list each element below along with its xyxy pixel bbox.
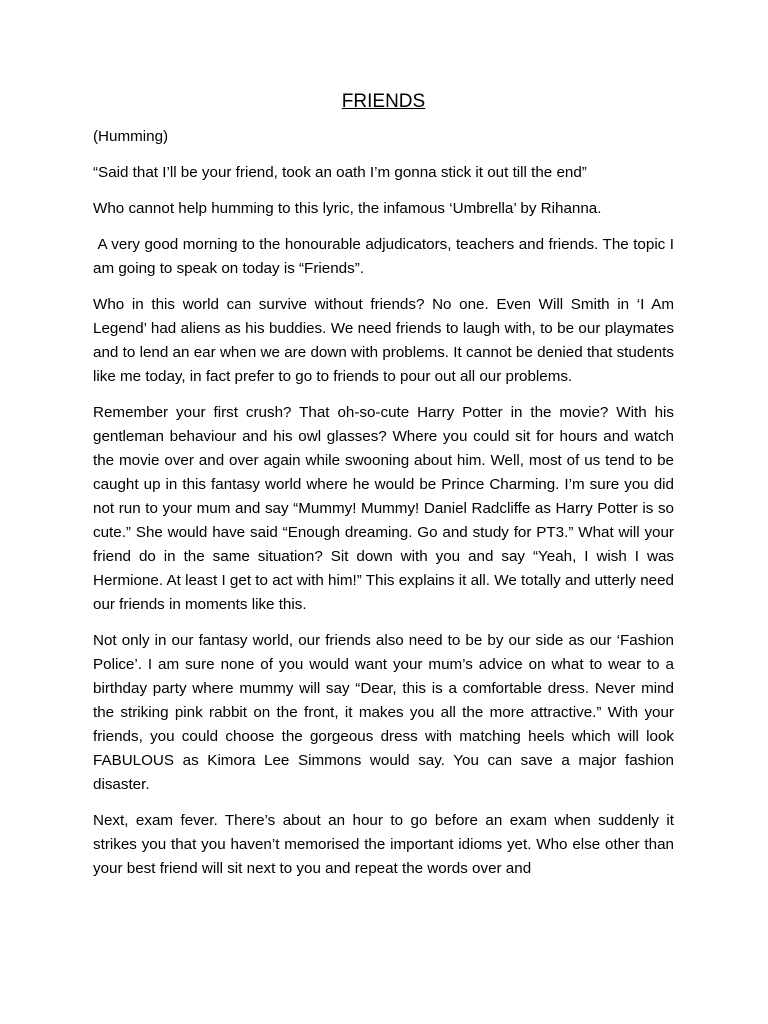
paragraph-fashion: Not only in our fantasy world, our friends also need to be by our side as our ‘Fashion Police’. I am sure none of you would want your mum’s advice on what to wear to a birthday party where mummy will say “Dear, this is a comfortable dress. Never mind the striking pink rabbit on the front, it makes you all the more attractive.” With your friends, you could choose the gorgeous dress with matching heels which will look FABULOUS as Kimora Lee Simmons would say. You can save a major fashion disaster. <box>93 632 674 793</box>
paragraph-exam: Next, exam fever. There’s about an hour to go before an exam when suddenly it strikes you that you haven’t memorised the important idioms yet. Who else other than your best friend will sit next to you and repeat the words over and <box>93 812 674 877</box>
paragraph-crush: Remember your first crush? That oh-so-cute Harry Potter in the movie? With his gentleman behaviour and his owl glasses? Where you could sit for hours and watch the movie over and over again while swooning about him. Well, most of us tend to be caught up in this fantasy world where he would be Prince Charming. I’m sure you did not run to your mum and say “Mummy! Mummy! Daniel Radcliffe as Harry Potter is so cute.” She would have said “Enough dreaming. Go and study for PT3.” What will your friend do in the same situation? Sit down with you and say “Yeah, I wish I was Hermione. At least I get to act with him!” This explains it all. We totally and utterly need our friends in moments like this. <box>93 404 674 613</box>
paragraph-survive: Who in this world can survive without friends? No one. Even Will Smith in ‘I Am Legend’ had aliens as his buddies. We need friends to laugh with, to be our playmates and to lend an ear when we are down with problems. It cannot be denied that students like me today, in fact prefer to go to friends to pour out all our problems. <box>93 296 674 385</box>
paragraph-umbrella: Who cannot help humming to this lyric, the infamous ‘Umbrella’ by Rihanna. <box>93 200 602 217</box>
paragraph-greeting: A very good morning to the honourable adjudicators, teachers and friends. The topic I am going to speak on today is “Friends”. <box>93 236 679 277</box>
document-title: FRIENDS <box>341 91 426 112</box>
paragraph-lyric: “Said that I’ll be your friend, took an oath I’m gonna stick it out till the end” <box>93 164 587 181</box>
document-page <box>93 90 679 893</box>
paragraph-humming: (Humming) <box>93 128 169 145</box>
